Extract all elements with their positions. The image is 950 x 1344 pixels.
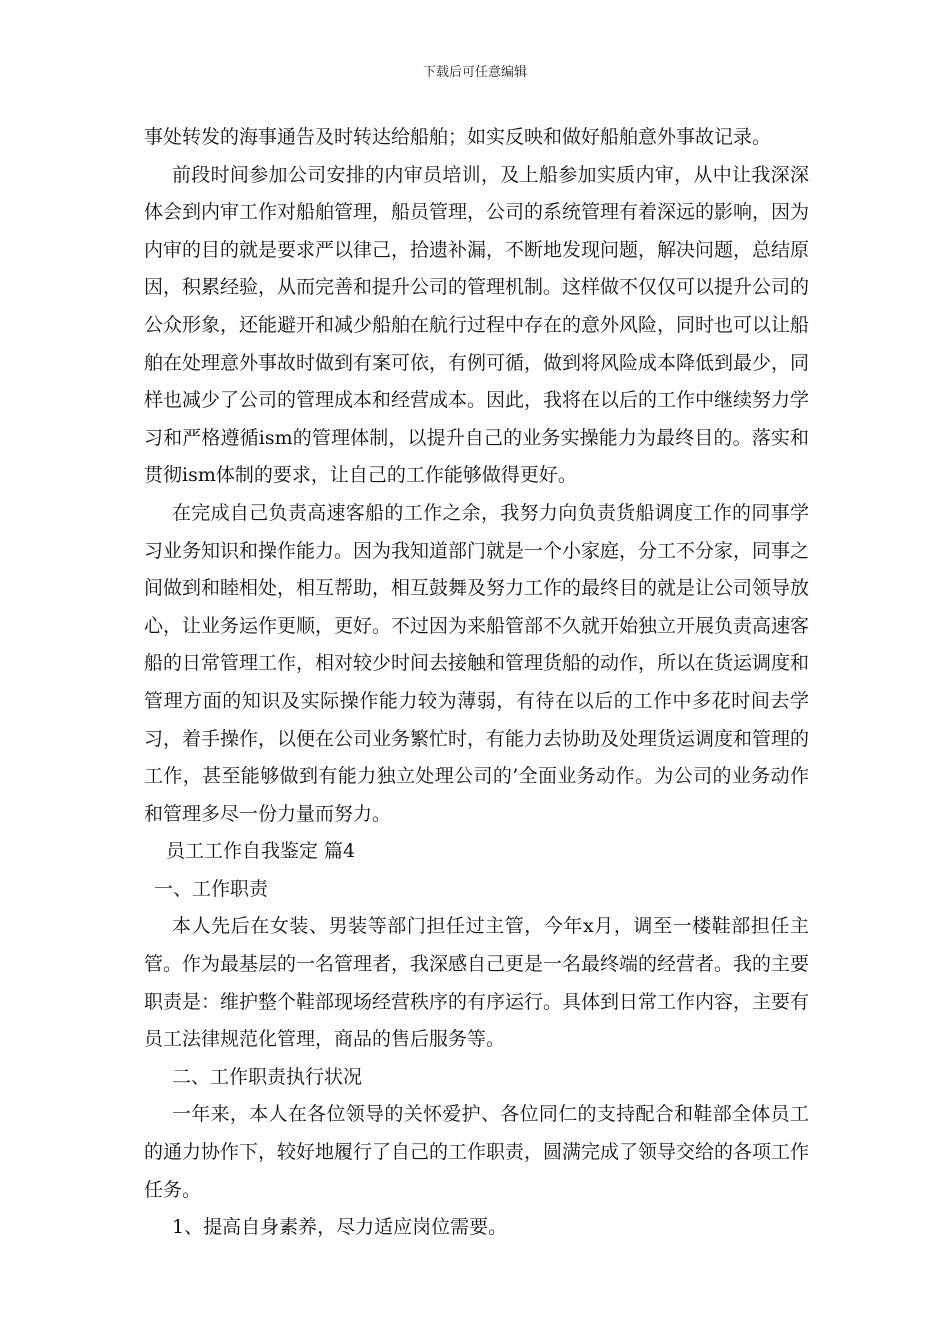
paragraph-continued: 事处转发的海事通告及时转达给船舶；如实反映和做好船舶意外事故记录。: [144, 126, 772, 148]
paragraph-internal-audit: 前段时间参加公司安排的内审员培训，及上船参加实质内审，从中让我深深体会到内审工作对船舶管理，船员管理，公司的系统管理有着深远的影响，因为内审的目的就是要求严以律己，拾遗补漏，不断地发现问题，解决问题，总结原因，积累经验，从而完善和提升公司的管理机制。这样做不仅仅可以提升公司的公众形象，还能避开和减少船舶在航行过程中存在的意外风险，同时也可以让船舶在处理意外事故时做到有案可依，有例可循，做到将风险成本降低到最少，同样也减少了公司的管理成本和经营成本。因此，我将在以后的工作中继续努力学习和严格遵循ism的管理体制，以提升自己的业务实操能力为最终目的。落实和贯彻ism体制的要求，让自己的工作能够做得更好。: [144, 163, 810, 487]
section-title: 员工工作自我鉴定 篇4: [166, 840, 356, 863]
paragraph-duty-execution: 一年来，本人在各位领导的关怀爱护、各位同仁的支持配合和鞋部全体员工的通力协作下，较好地履行了自己的工作职责，圆满完成了领导交给的各项工作任务。: [144, 1103, 810, 1201]
heading-job-duties: 一、工作职责: [154, 877, 269, 900]
document-body: [144, 119, 809, 1247]
paragraph-learning: 在完成自己负责高速客船的工作之余，我努力向负责货船调度工作的同事学习业务知识和操作能力。因为我知道部门就是一个小家庭，分工不分家，同事之间做到和睦相处，相互帮助，相互鼓舞及努力工作的最终目的就是让公司领导放心，让业务运作更顺，更好。不过因为来船管部不久就开始独立开展负责高速客船的日常管理工作，相对较少时间去接触和管理货船的动作，所以在货运调度和管理方面的知识及实际操作能力较为薄弱，有待在以后的工作中多花时间去学习，着手操作，以便在公司业务繁忙时，有能力去协助及处理货运调度和管理的工作，甚至能够做到有能力独立处理公司的’全面业务动作。为公司的业务动作和管理多尽一份力量而努力。: [144, 501, 810, 825]
paragraph-job-duties: 本人先后在女装、男装等部门担任过主管，今年x月，调至一楼鞋部担任主管。作为最基层的一名管理者，我深感自己更是一名最终端的经营者。我的主要职责是：维护整个鞋部现场经营秩序的有序运行。具体到日常工作内容，主要有员工法律规范化管理，商品的售后服务等。: [144, 915, 810, 1051]
page-header: 下载后可任意编辑: [422, 65, 527, 80]
heading-duty-execution: 二、工作职责执行状况: [172, 1065, 363, 1088]
heading-self-improvement: 1、提高自身素养，尽力适应岗位需要。: [172, 1216, 508, 1239]
